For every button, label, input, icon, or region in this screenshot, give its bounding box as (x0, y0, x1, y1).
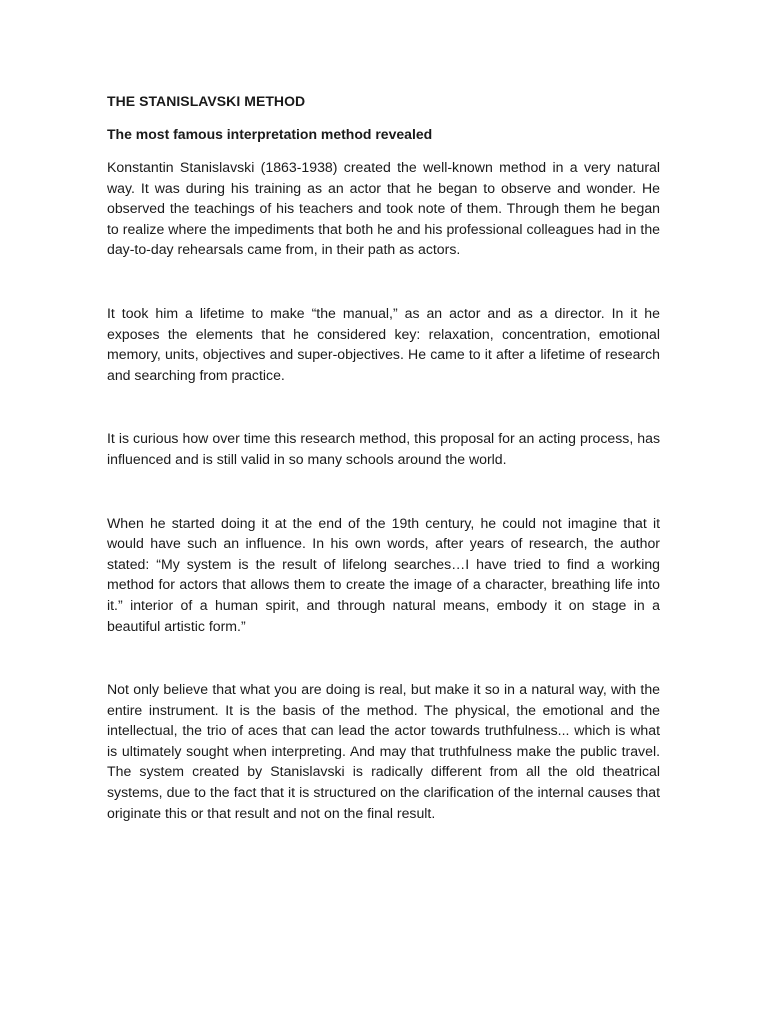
paragraph-4: When he started doing it at the end of the 19th century, he could not imagine that it would have such an influence. In his own words, after years of research, the author stated: “My system is the result of lifelong searches…I have tried to find a working method for actors that allows them to create the image of a character, breathing life into it.” interior of a human spirit, and through natural means, embody it on stage in a beautiful artistic form.” (107, 514, 660, 634)
paragraph-3: It is curious how over time this research method, this proposal for an acting process, has influenced and is still valid in so many schools around the world. (107, 430, 660, 467)
document-page (107, 92, 660, 823)
paragraph-1: Konstantin Stanislavski (1863-1938) created the well-known method in a very natural way. It was during his training as an actor that he began to observe and wonder. He observed the teachings of his teachers and took note of them. Through them he began to realize where the impediments that both he and his professional colleagues had in the day-to-day rehearsals came from, in their path as actors. (107, 159, 660, 258)
paragraph-2: It took him a lifetime to make “the manual,” as an actor and as a director. In it he exposes the elements that he considered key: relaxation, concentration, emotional memory, units, objectives and super-objectives. He came to it after a lifetime of research and searching from practice. (107, 304, 660, 383)
document-subtitle: The most famous interpretation method revealed (107, 126, 433, 142)
document-title: THE STANISLAVSKI METHOD (107, 93, 306, 109)
paragraph-5: Not only believe that what you are doing is real, but make it so in a natural way, with the entire instrument. It is the basis of the method. The physical, the emotional and the intellectual, the trio of aces that can lead the actor towards truthfulness... which is what is ultimately sought when interpreting. And may that truthfulness make the public travel. The system created by Stanislavski is radically different from all the old theatrical systems, due to the fact that it is structured on the clarification of the internal causes that originate this or that result and not on the final result. (107, 681, 660, 821)
